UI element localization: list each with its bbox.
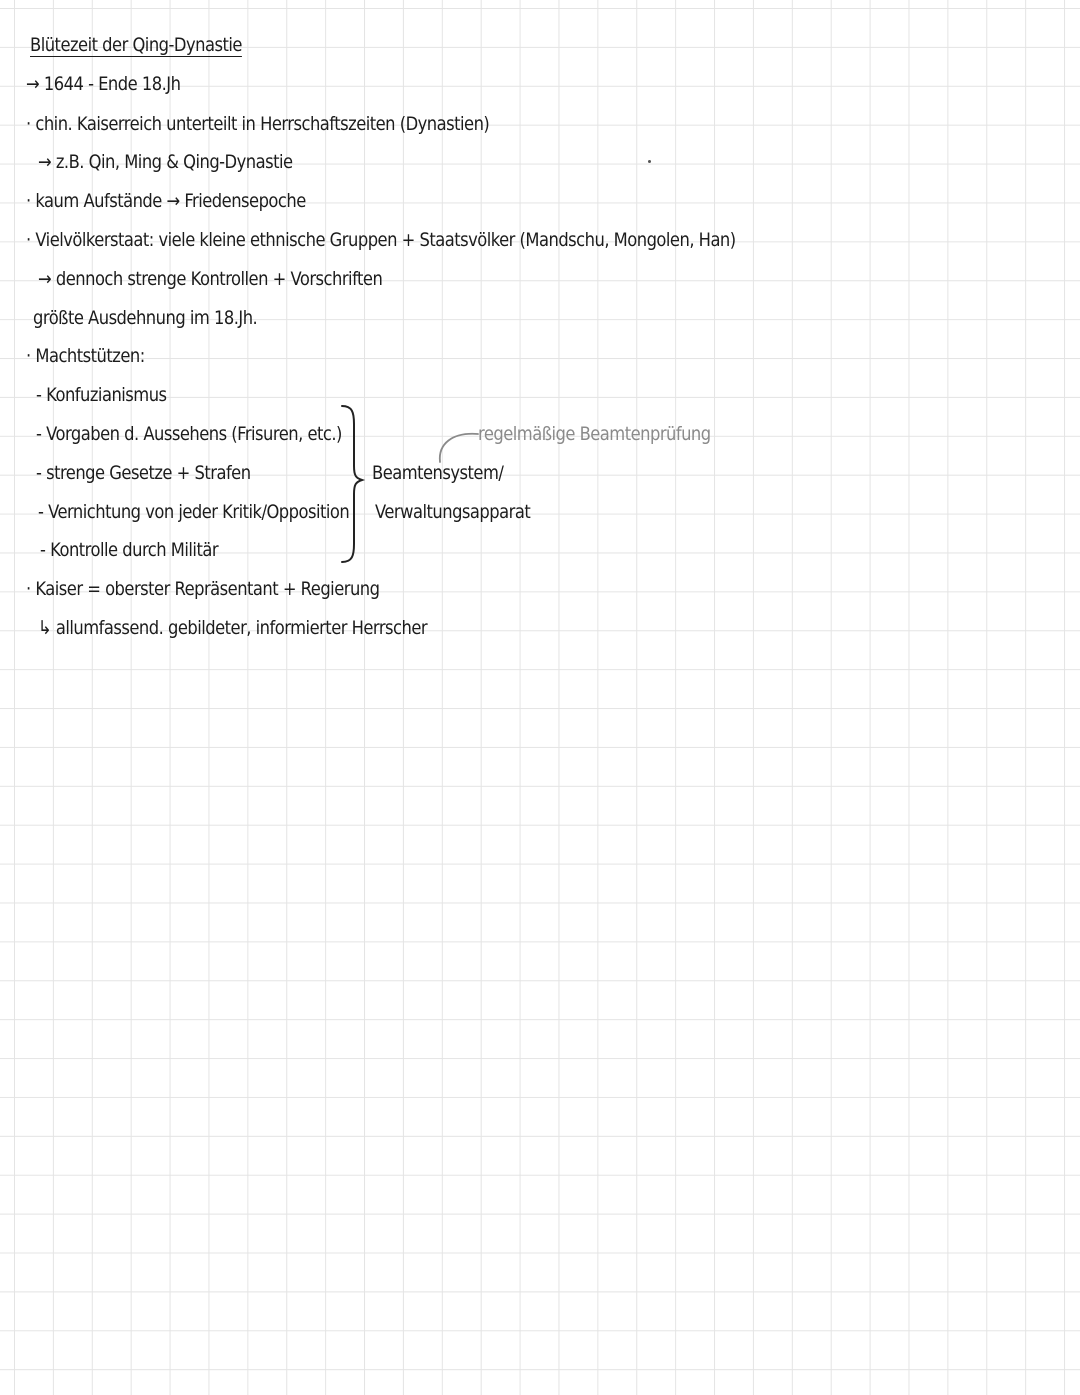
note-text: Vorgaben d. Aussehens (Frisuren, etc.) bbox=[46, 423, 342, 445]
note-text: Kaiser = oberster Repräsentant + Regierung bbox=[35, 578, 380, 600]
dash-icon: - bbox=[36, 423, 42, 445]
note-text: Konfuzianismus bbox=[46, 384, 167, 406]
note-text: allumfassend. gebildeter, informierter Herrscher bbox=[55, 617, 428, 639]
ink-dot bbox=[648, 160, 651, 163]
note-line-6 bbox=[38, 268, 382, 290]
note-line-15 bbox=[38, 617, 427, 639]
note-text: strenge Gesetze + Strafen bbox=[46, 462, 251, 484]
arrow-icon: → bbox=[38, 268, 52, 290]
note-line-4 bbox=[26, 190, 306, 212]
note-text: 1644 - Ende 18.Jh bbox=[43, 73, 181, 95]
note-text: z.B. Qin, Ming & Qing-Dynastie bbox=[55, 151, 293, 173]
dash-icon: - bbox=[36, 462, 42, 484]
page-title: Blütezeit der Qing-Dynastie bbox=[30, 34, 242, 56]
return-arrow-icon: ↳ bbox=[38, 617, 52, 639]
bullet-dot-icon: · bbox=[26, 113, 31, 135]
note-text: Kontrolle durch Militär bbox=[50, 539, 219, 561]
note-line-5 bbox=[26, 229, 736, 251]
note-line-9 bbox=[36, 384, 167, 406]
arrow-icon: → bbox=[26, 73, 40, 95]
bullet-dot-icon: · bbox=[26, 229, 31, 251]
note-line-8 bbox=[26, 345, 145, 367]
note-text: Vielvölkerstaat: viele kleine ethnische Gruppen + Staatsvölker (Mandschu, Mongolen, Han) bbox=[35, 229, 736, 251]
side-note: regelmäßige Beamtenprüfung bbox=[478, 423, 711, 445]
note-text: Machtstützen: bbox=[35, 345, 145, 367]
note-line-14 bbox=[26, 578, 379, 600]
brace-label-2: Verwaltungsapparat bbox=[375, 501, 531, 523]
note-text: kaum Aufstände → Friedensepoche bbox=[35, 190, 306, 212]
note-line-1 bbox=[26, 73, 180, 95]
bullet-dot-icon: · bbox=[26, 190, 31, 212]
note-text: Vernichtung von jeder Kritik/Opposition bbox=[48, 501, 350, 523]
bullet-dot-icon: · bbox=[26, 345, 31, 367]
note-text: chin. Kaiserreich unterteilt in Herrschaftszeiten (Dynastien) bbox=[35, 113, 490, 135]
note-line-12 bbox=[38, 501, 349, 523]
dash-icon: - bbox=[40, 539, 46, 561]
note-line-13 bbox=[40, 539, 218, 561]
note-line-11 bbox=[36, 462, 251, 484]
note-line-3 bbox=[38, 151, 293, 173]
dash-icon: - bbox=[36, 384, 42, 406]
bullet-dot-icon: · bbox=[26, 578, 31, 600]
curved-arrow-icon bbox=[434, 424, 484, 466]
dash-icon: - bbox=[38, 501, 44, 523]
note-text: größte Ausdehnung im 18.Jh. bbox=[33, 307, 258, 329]
curly-brace-icon bbox=[336, 404, 376, 564]
note-line-7 bbox=[33, 307, 257, 329]
brace-label-1: Beamtensystem/ bbox=[372, 462, 504, 484]
note-text: dennoch strenge Kontrollen + Vorschriften bbox=[55, 268, 383, 290]
note-line-2 bbox=[26, 113, 489, 135]
note-line-10 bbox=[36, 423, 342, 445]
arrow-icon: → bbox=[38, 151, 52, 173]
